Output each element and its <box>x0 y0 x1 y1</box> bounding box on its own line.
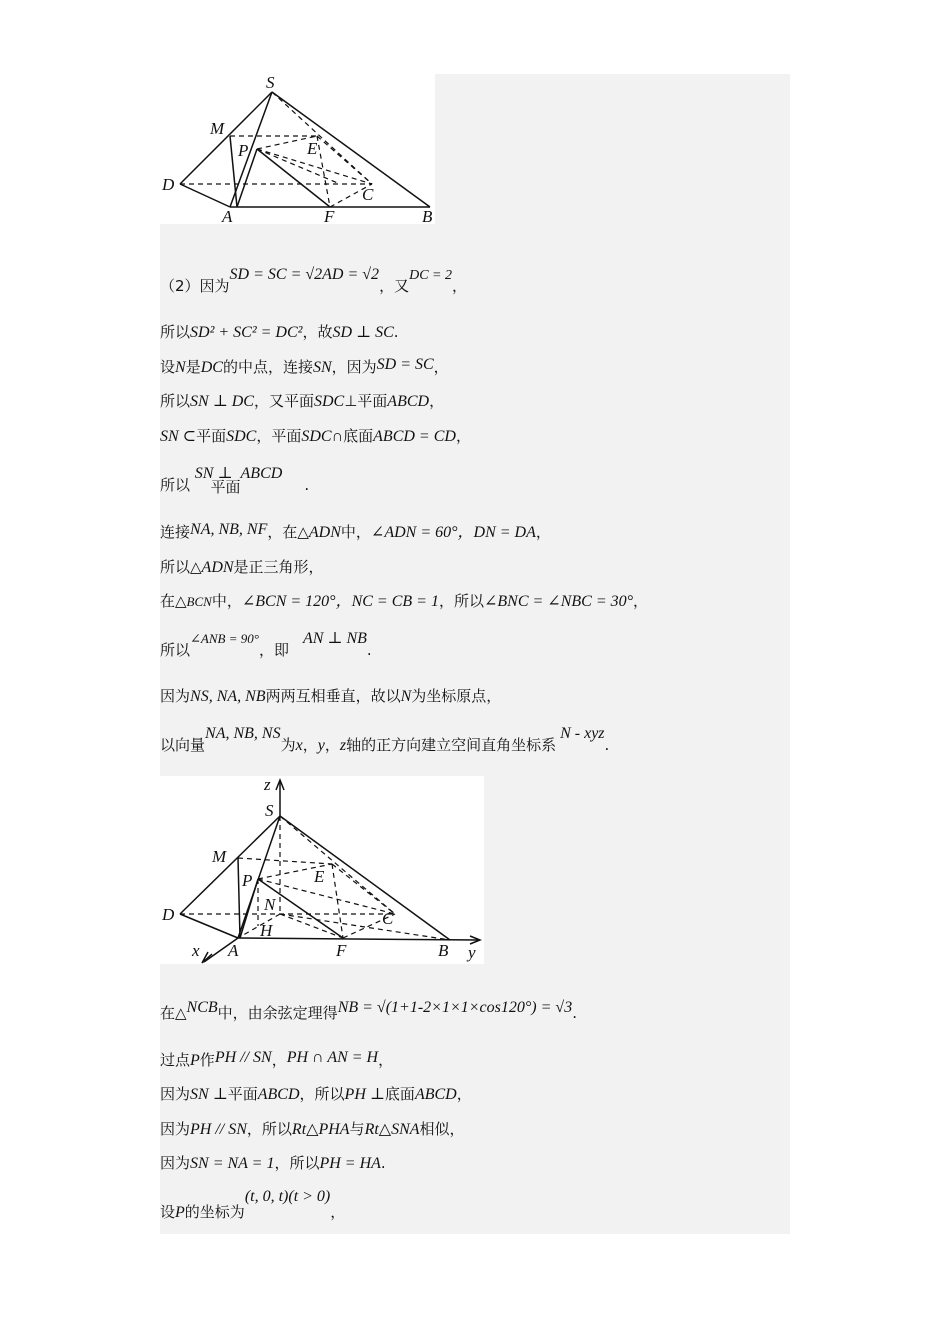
formula: ABCD <box>240 465 283 482</box>
line-4 <box>160 391 444 412</box>
line-18 <box>160 1188 346 1223</box>
formula: NB = √(1+1-2×1×1×cos120°) = √3 <box>337 999 573 1016</box>
formula: DC = 2 <box>409 268 452 283</box>
text: 所以△ <box>160 558 202 576</box>
text: 为 <box>280 736 296 754</box>
line-3 <box>160 357 449 378</box>
formula: NS, NA, NB <box>190 688 266 705</box>
text: 底面 <box>343 427 374 445</box>
text: 两两互相垂直，故以 <box>265 687 401 705</box>
text: 的中点，连接 <box>222 358 313 376</box>
formula: PH // SN <box>190 1121 247 1138</box>
line-2 <box>160 322 399 343</box>
formula: NCB <box>186 999 218 1016</box>
text: 中，由余弦定理得 <box>217 1004 338 1022</box>
formula: SD² + SC² = DC² <box>190 324 303 341</box>
text: （2）因为 <box>160 277 230 295</box>
text: 设 <box>160 1203 176 1221</box>
line-13 <box>160 999 577 1024</box>
text: ，即 <box>258 641 289 659</box>
label-x: x <box>192 941 200 960</box>
formula: N <box>400 688 412 705</box>
formula: SDC <box>313 393 345 410</box>
label-S: S <box>266 74 275 92</box>
line-17 <box>160 1153 386 1174</box>
label-y: y <box>468 943 476 962</box>
text: 底面 <box>384 1085 415 1103</box>
text: ，又 <box>379 277 410 295</box>
text: . <box>572 1004 577 1022</box>
formula: ADN <box>201 559 234 576</box>
text: 因为 <box>160 1120 191 1138</box>
text: 过点 <box>160 1051 191 1069</box>
text: . <box>393 323 399 341</box>
label-z: z <box>264 776 271 794</box>
text: 所以 <box>160 323 191 341</box>
text: 是正三角形， <box>233 558 324 576</box>
formula: ABCD <box>387 393 430 410</box>
formula: ABCD <box>257 1086 300 1103</box>
label-E2: E <box>314 867 325 886</box>
text: . <box>304 476 310 494</box>
text: 轴的正方向建立空间直角坐标系 <box>346 736 557 754</box>
label-F2: F <box>336 941 347 960</box>
formula: P <box>175 1204 185 1221</box>
line-12 <box>160 725 610 756</box>
label-N2: N <box>264 895 276 914</box>
formula: ∠ADN = 60°，DN = DA <box>370 524 536 541</box>
text: 因为 <box>160 687 191 705</box>
text: 平面 <box>196 427 227 445</box>
text: 所以 <box>160 392 191 410</box>
line-11 <box>160 686 501 707</box>
formula: BCN <box>186 594 212 609</box>
text: 与 <box>349 1120 365 1138</box>
formula: SD ⊥ SC <box>332 324 394 341</box>
label-S2: S <box>265 801 274 820</box>
text: ， <box>378 1051 394 1069</box>
text: . <box>380 1154 386 1172</box>
text: ，所以 <box>274 1154 320 1172</box>
text: 的坐标为 <box>184 1203 245 1221</box>
formula: SD = SC <box>376 356 434 373</box>
label-H2: H <box>260 921 273 940</box>
text: 所以 <box>160 476 191 494</box>
text: 因为 <box>160 1085 191 1103</box>
text: ， <box>455 427 471 445</box>
formula: SD = SC = √2AD = √2 <box>229 266 380 283</box>
text: ⊥平面 <box>344 392 388 410</box>
text: 中， <box>211 592 242 610</box>
formula: ADN <box>308 524 341 541</box>
formula: SDC <box>226 428 257 445</box>
line-5 <box>160 426 471 447</box>
text: 在△ <box>160 592 187 610</box>
label-M: M <box>210 119 225 138</box>
text: ，平面 <box>256 427 302 445</box>
label-C: C <box>362 185 374 204</box>
formula: Rt△SNA <box>364 1121 420 1138</box>
text: ，又平面 <box>253 392 314 410</box>
text: ， <box>324 736 340 754</box>
formula: PH ⊥ <box>344 1086 385 1103</box>
figure-coordinate-system <box>160 776 484 964</box>
text: 中， <box>340 523 371 541</box>
text: ，所以 <box>246 1120 292 1138</box>
formula: NA, NB, NS <box>205 725 281 742</box>
formula: SN = NA = 1 <box>190 1155 275 1172</box>
figure-pyramid <box>160 74 435 224</box>
text: ， <box>535 523 551 541</box>
text: ， <box>330 1203 346 1221</box>
line-1 <box>160 266 467 298</box>
line-6 <box>160 465 310 496</box>
text: ， <box>633 592 649 610</box>
text: 平面 <box>210 478 241 496</box>
formula: (t, 0, t)(t > 0) <box>244 1188 331 1205</box>
formula: SN ⊥ <box>194 465 233 482</box>
formula: SDC∩ <box>301 428 344 445</box>
text: ，因为 <box>331 358 377 376</box>
text: 平面 <box>227 1085 258 1103</box>
text: . <box>366 641 372 659</box>
formula: P <box>190 1052 200 1069</box>
text: 在△ <box>160 1004 187 1022</box>
formula: SN ⊂ <box>160 428 197 445</box>
formula: DC <box>200 359 223 376</box>
formula: x <box>295 737 303 754</box>
formula: z <box>339 737 347 754</box>
label-E: E <box>307 139 318 158</box>
text: ， <box>433 358 449 376</box>
formula: PH // SN <box>214 1049 272 1066</box>
line-10 <box>160 630 372 661</box>
text: 所以 <box>160 641 191 659</box>
line-9 <box>160 591 648 612</box>
label-D: D <box>162 175 175 194</box>
text: 连接 <box>160 523 191 541</box>
formula: ABCD <box>414 1086 457 1103</box>
formula: Rt△PHA <box>291 1121 350 1138</box>
text: ，在△ <box>267 523 309 541</box>
text: 设 <box>160 358 176 376</box>
formula: y <box>317 737 325 754</box>
formula: SN ⊥ <box>190 1086 228 1103</box>
text: 为坐标原点， <box>411 687 502 705</box>
text: ，所以 <box>299 1085 345 1103</box>
label-A2: A <box>228 941 239 960</box>
text: ， <box>456 1085 472 1103</box>
text: ，故 <box>302 323 333 341</box>
text: ， <box>271 1051 287 1069</box>
formula: N <box>175 359 186 376</box>
text: 是 <box>185 358 201 376</box>
label-B: B <box>422 207 433 224</box>
line-16 <box>160 1119 465 1140</box>
label-P: P <box>238 141 249 160</box>
text: ， <box>429 392 445 410</box>
text: . <box>604 736 610 754</box>
line-7 <box>160 522 551 543</box>
label-A: A <box>222 207 233 224</box>
label-C2: C <box>382 909 394 928</box>
text: 因为 <box>160 1154 191 1172</box>
text: 以向量 <box>160 736 206 754</box>
formula: ∠ANB = 90° <box>190 631 259 646</box>
formula: ∠BCN = 120°，NC = CB = 1 <box>241 593 439 610</box>
formula: NA, NB, NF <box>190 521 268 538</box>
line-8 <box>160 557 324 578</box>
label-D2: D <box>162 905 175 924</box>
text: 相似， <box>419 1120 465 1138</box>
label-M2: M <box>212 847 227 866</box>
text: ， <box>302 736 318 754</box>
label-P2: P <box>242 871 253 890</box>
label-B2: B <box>438 941 449 960</box>
formula: ABCD = CD <box>373 428 456 445</box>
text: ， <box>451 277 467 295</box>
formula: AN ⊥ NB <box>302 630 367 647</box>
text: ，所以 <box>438 592 484 610</box>
formula: PH = HA <box>319 1155 381 1172</box>
formula: SN <box>312 359 332 376</box>
text: 作 <box>199 1051 215 1069</box>
formula: N - xyz <box>560 725 605 742</box>
formula: SN ⊥ DC <box>190 393 254 410</box>
formula: ∠BNC = ∠NBC = 30° <box>483 593 634 610</box>
line-14 <box>160 1050 393 1071</box>
formula: PH ∩ AN = H <box>286 1049 379 1066</box>
label-F: F <box>324 207 335 224</box>
line-15 <box>160 1084 472 1105</box>
